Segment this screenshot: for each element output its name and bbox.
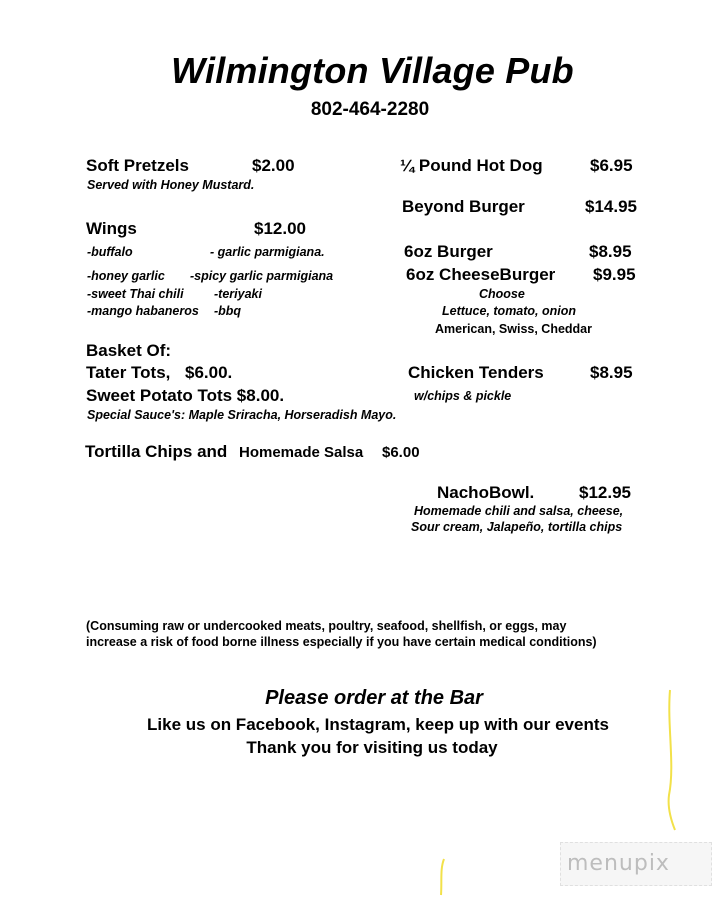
soft-pretzels-name: Soft Pretzels (86, 156, 189, 175)
wings-flavor: -spicy garlic parmigiana (190, 269, 334, 283)
soft-pretzels-price: $2.00 (252, 156, 295, 175)
burger-price: $8.95 (589, 242, 632, 261)
wings-flavor: - garlic parmigiana. (210, 245, 325, 259)
burger-name: 6oz Burger (404, 242, 493, 261)
burger-cheese: American, Swiss, Cheddar (435, 322, 593, 336)
hot-dog-price: $6.95 (590, 156, 633, 175)
soft-pretzels-desc: Served with Honey Mustard. (87, 178, 255, 192)
hot-dog-name: ¼ Pound Hot Dog (400, 156, 543, 175)
nachobowl-desc: Sour cream, Jalapeño, tortilla chips (411, 520, 623, 534)
thank-you-message: Thank you for visiting us today (246, 738, 498, 757)
burger-choose: Choose (479, 287, 525, 301)
wings-flavor: -buffalo (87, 245, 133, 259)
restaurant-title: Wilmington Village Pub (171, 50, 574, 91)
wings-flavor: -bbq (214, 304, 242, 318)
chicken-tenders-name: Chicken Tenders (408, 363, 544, 382)
cheeseburger-price: $9.95 (593, 265, 636, 284)
health-notice: increase a risk of food borne illness especially if you have certain medical conditions) (86, 635, 597, 649)
wings-flavor: -teriyaki (214, 287, 262, 301)
wings-flavor: -honey garlic (87, 269, 165, 283)
tater-tots-price: $6.00. (185, 363, 233, 382)
highlighter-mark (432, 855, 452, 897)
tortilla-chips-name: Tortilla Chips and (85, 442, 228, 461)
nachobowl-name: NachoBowl. (437, 483, 535, 502)
chicken-tenders-price: $8.95 (590, 363, 633, 382)
wings-price: $12.00 (254, 219, 306, 238)
nachobowl-price: $12.95 (579, 483, 631, 502)
social-message: Like us on Facebook, Instagram, keep up with our events (147, 715, 609, 734)
order-at-bar: Please order at the Bar (265, 687, 483, 709)
sweet-potato-tots: Sweet Potato Tots $8.00. (86, 386, 285, 405)
chicken-tenders-desc: w/chips & pickle (414, 389, 512, 403)
basket-heading: Basket Of: (86, 341, 172, 360)
special-sauce: Special Sauce's: Maple Sriracha, Horseradish Mayo. (87, 408, 397, 422)
nachobowl-desc: Homemade chili and salsa, cheese, (414, 504, 624, 518)
cheeseburger-name: 6oz CheeseBurger (406, 265, 556, 284)
tater-tots-name: Tater Tots, (86, 363, 171, 382)
tortilla-salsa: Homemade Salsa (239, 444, 364, 461)
highlighter-mark (655, 685, 685, 835)
phone-number: 802-464-2280 (310, 99, 430, 120)
health-notice: (Consuming raw or undercooked meats, poultry, seafood, shellfish, or eggs, may (86, 619, 567, 633)
wings-name: Wings (86, 219, 137, 238)
beyond-burger-price: $14.95 (585, 197, 637, 216)
burger-toppings: Lettuce, tomato, onion (442, 304, 577, 318)
beyond-burger-name: Beyond Burger (402, 197, 525, 216)
menupix-watermark: menupix (567, 851, 670, 876)
wings-flavor: -mango habaneros (87, 304, 199, 318)
wings-flavor: -sweet Thai chili (87, 287, 184, 301)
tortilla-price: $6.00 (382, 444, 420, 461)
